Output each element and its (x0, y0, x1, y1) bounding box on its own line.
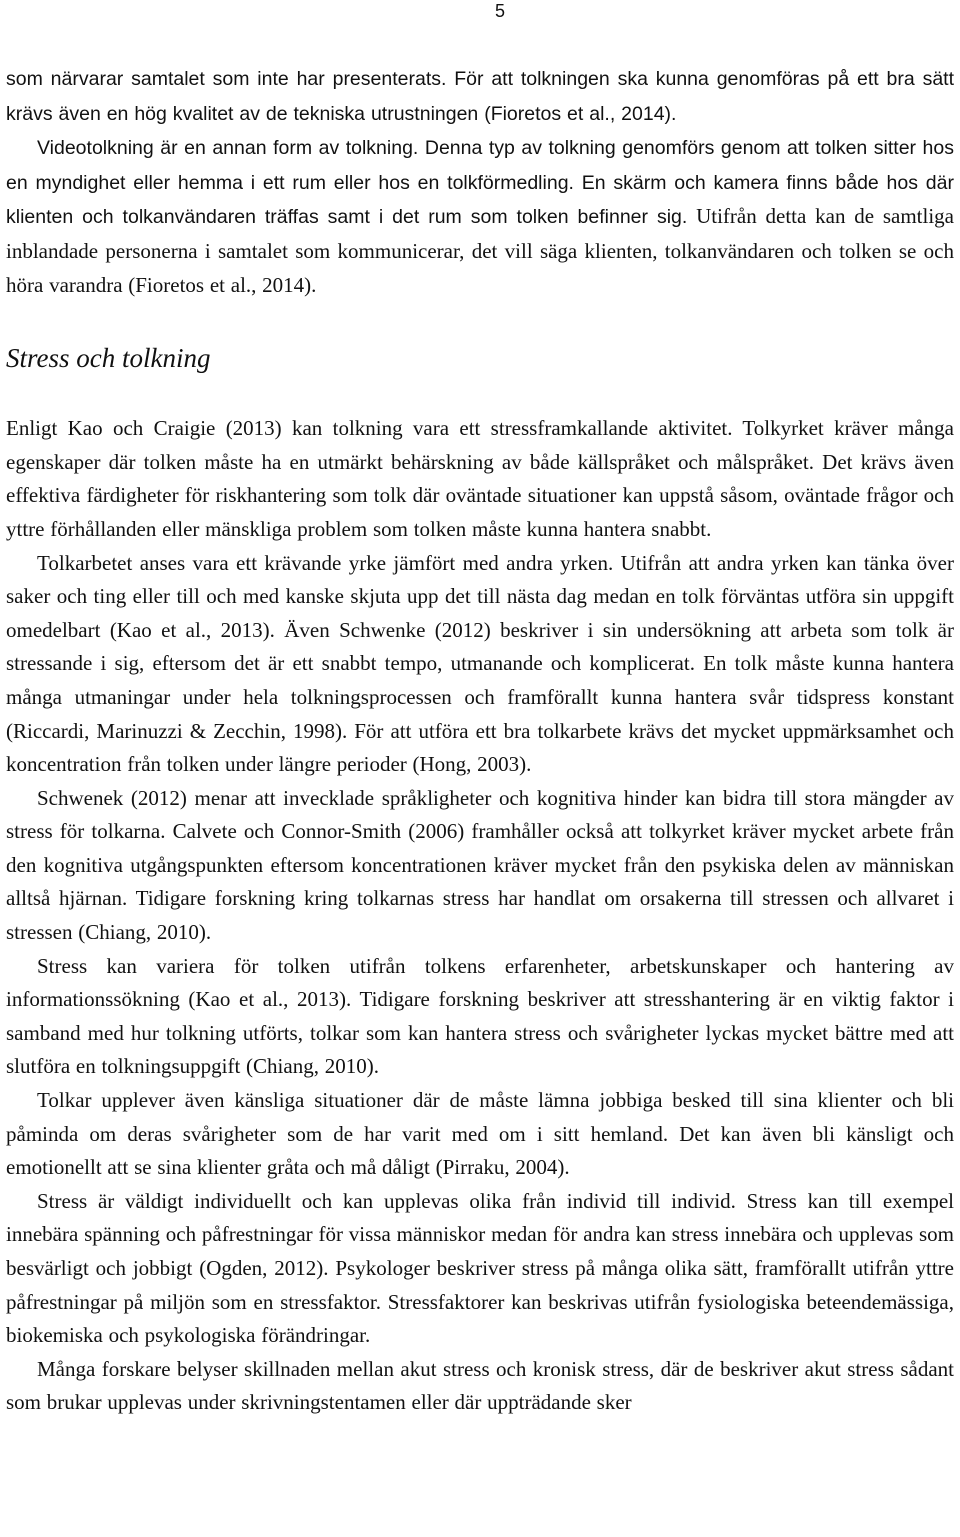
paragraph-text: som närvarar samtalet som inte har presenterats. För att tolkningen ska kunna genomföras på ett bra sätt krävs även en hög kvalitet av de tekniska utrustningen (Fioretos et al., 2014). (6, 68, 954, 125)
paragraph-text: Videotolkning är en annan form av tolkning. Denna typ av tolkning genomförs genom att tolken sitter hos en myndighet eller hemma i ett rum eller hos en tolkförmedling. En skärm och kamera finns både hos där klienten och tolkanvändaren träffas samt i det rum som tolken befinner sig. (6, 137, 954, 229)
paragraph: Enligt Kao och Craigie (2013) kan tolkning vara ett stressframkallande aktivitet. Tolkyrket kräver många egenskaper där tolken måste ha en utmärkt behärskning av både källspråket och målspråket. Det krävs även effektiva färdigheter för riskhantering som tolk där oväntade situationer kan uppstå såsom, oväntade frågor och yttre förhållanden eller mänskliga problem som tolken måste kunna hantera snabbt. (6, 416, 954, 541)
paragraph: Schwenek (2012) menar att invecklade språkligheter och kognitiva hinder kan bidra till stora mängder av stress för tolkarna. Calvete och Connor-Smith (2006) framhåller också att tolkyrket kräver mycket arbete från den kognitiva utgångspunkten eftersom koncentrationen kräver mycket från den psykiska delen av människan alltså hjärnan. Tidigare forskning kring tolkarnas stress har handlat om orsakerna till stressen och allvaret i stressen (Chiang, 2010). (6, 785, 954, 945)
paragraph-intro-2 (6, 131, 954, 302)
page-number: 5 (494, 1, 505, 21)
document-body (6, 62, 954, 1420)
paragraph-intro-1 (6, 62, 954, 131)
section-heading: Stress och tolkning (6, 343, 211, 374)
paragraph: Tolkar upplever även känsliga situationer där de måste lämna jobbiga besked till sina klienter och bli påminda om deras svårigheter som de har varit med om i sitt hemland. Det kan även bli känsligt och emotionellt att se sina klienter gråta och må dåligt (Pirraku, 2004). (6, 1088, 954, 1180)
paragraph-text: Utifrån detta kan de samtliga inblandade personerna i samtalet som kommunicerar, det vill säga klienten, tolkanvändaren och tolken se och höra varandra (Fioretos et al., 2014). (6, 204, 954, 297)
paragraph: Tolkarbetet anses vara ett krävande yrke jämfört med andra yrken. Utifrån att andra yrken kan tänka över saker och ting eller till och med kanske skjuta upp det till nästa dag medan en tolk förväntas utföra sin uppgift omedelbart (Kao et al., 2013). Även Schwenke (2012) beskriver i sin undersökning att arbeta som tolk är stressande i sig, eftersom det är ett snabbt tempo, utmanande och komplicerat. En tolk måste kunna hantera många utmaningar under hela tolkningsprocessen och framförallt kunna hantera svår tidspress konstant (Riccardi, Marinuzzi & Zecchin, 1998). För att utföra ett bra tolkarbete krävs det mycket uppmärksamhet och koncentration från tolken under längre perioder (Hong, 2003). (6, 550, 954, 777)
paragraph: Många forskare belyser skillnaden mellan akut stress och kronisk stress, där de beskriver akut stress sådant som brukar upplevas under skrivningstentamen eller där uppträdande sker (6, 1356, 954, 1415)
paragraph: Stress är väldigt individuellt och kan upplevas olika från individ till individ. Stress kan till exempel innebära spänning och påfrestningar för vissa människor medan för andra kan stress innebära och upplevas som besvärligt och jobbigt (Ogden, 2012). Psykologer beskriver stress på många olika sätt, framförallt utifrån yttre påfrestningar på miljön som en stressfaktor. Stressfaktorer kan beskrivas utifrån fysiologiska beteendemässiga, biokemiska och psykologiska förändringar. (6, 1188, 954, 1348)
paragraph: Stress kan variera för tolken utifrån tolkens erfarenheter, arbetskunskaper och hantering av informationssökning (Kao et al., 2013). Tidigare forskning beskriver att stresshantering är en viktig faktor i samband med hur tolkning utförts, tolkar som kan hantera stress och svårigheter lyckas mycket bättre med att slutföra en tolkningsuppgift (Chiang, 2010). (6, 953, 954, 1079)
